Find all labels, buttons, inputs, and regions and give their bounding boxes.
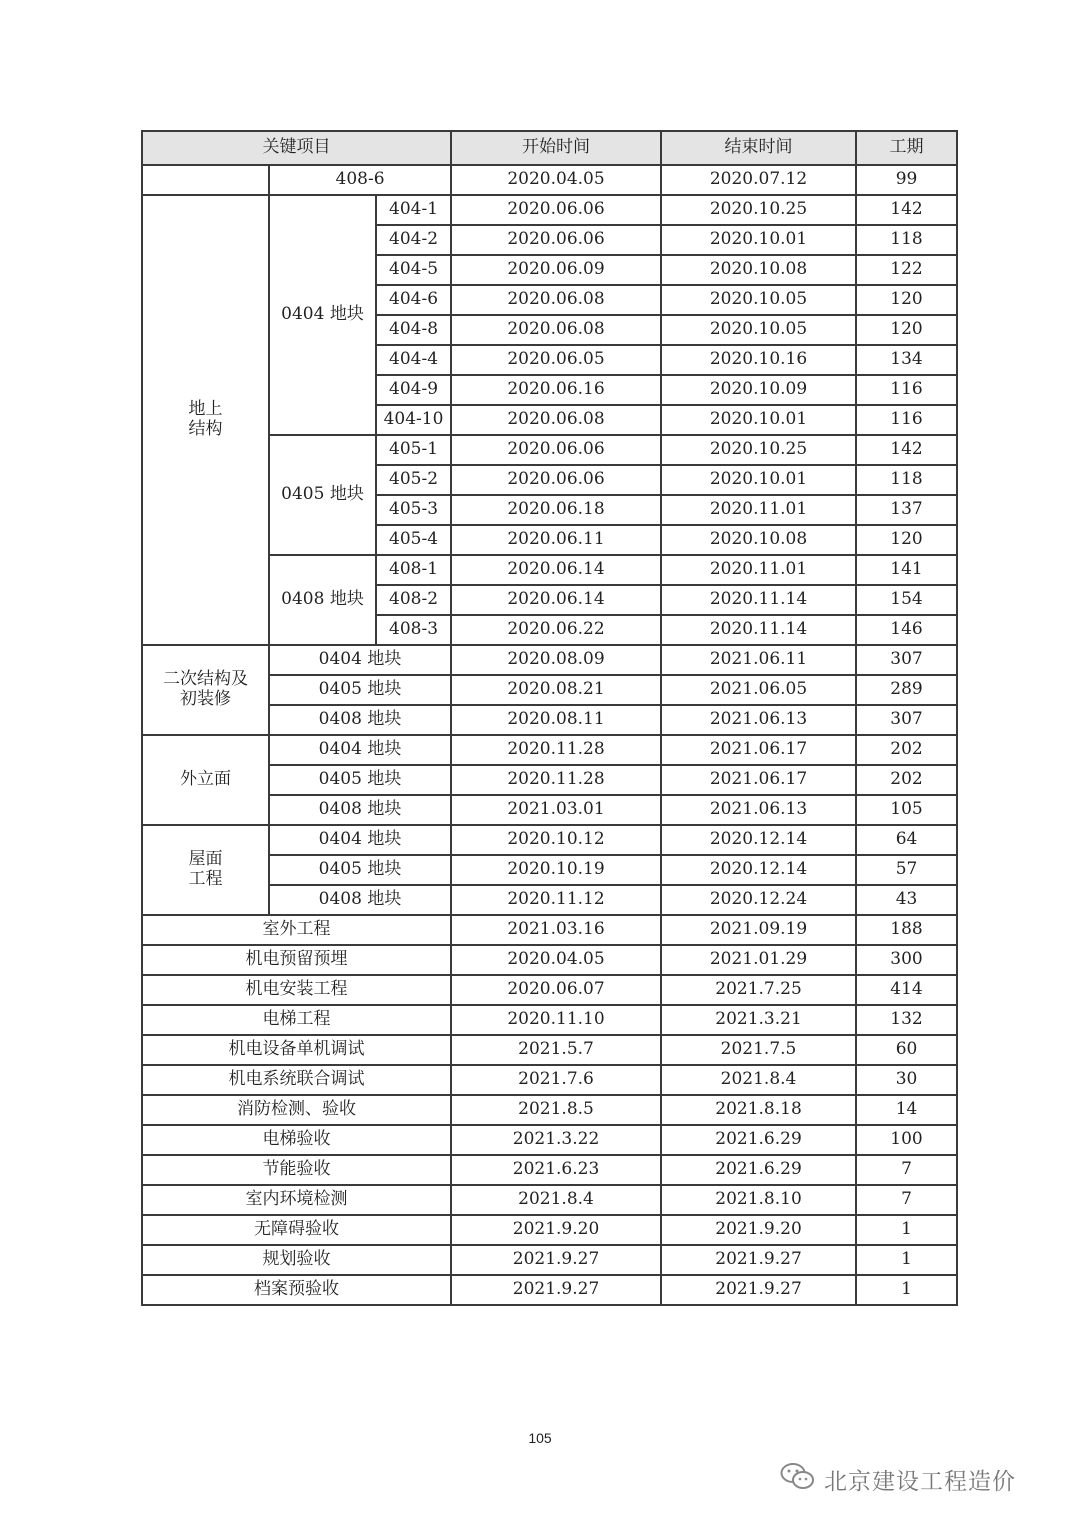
table-cell: 7 (856, 1185, 957, 1215)
table-cell: 2020.12.14 (661, 855, 856, 885)
table-cell: 7 (856, 1155, 957, 1185)
table-cell: 404-9 (376, 375, 451, 405)
table-cell: 2020.10.12 (451, 825, 661, 855)
table-cell: 2021.06.13 (661, 705, 856, 735)
table-row (142, 195, 957, 225)
header-end-date: 结束时间 (661, 131, 856, 165)
table-cell: 122 (856, 255, 957, 285)
table-row (142, 1005, 957, 1035)
table-cell: 机电系统联合调试 (142, 1065, 451, 1095)
header-start-date: 开始时间 (451, 131, 661, 165)
table-cell: 2020.06.06 (451, 195, 661, 225)
table-cell: 机电预留预埋 (142, 945, 451, 975)
table-cell: 2020.07.12 (661, 165, 856, 195)
table-cell: 2021.6.29 (661, 1155, 856, 1185)
table-cell: 2020.06.11 (451, 525, 661, 555)
table-cell: 307 (856, 645, 957, 675)
schedule-table (141, 130, 958, 1306)
table-cell: 机电安装工程 (142, 975, 451, 1005)
table-cell: 105 (856, 795, 957, 825)
table-cell: 120 (856, 525, 957, 555)
table-row (142, 825, 957, 855)
table-cell: 电梯工程 (142, 1005, 451, 1035)
table-cell: 100 (856, 1125, 957, 1155)
table-cell: 120 (856, 315, 957, 345)
table-cell: 141 (856, 555, 957, 585)
table-cell: 404-5 (376, 255, 451, 285)
table-cell (142, 165, 269, 195)
table-cell: 414 (856, 975, 957, 1005)
table-cell: 2021.3.22 (451, 1125, 661, 1155)
watermark (780, 1461, 1060, 1497)
table-row (142, 165, 957, 195)
table-cell: 202 (856, 735, 957, 765)
table-cell: 2021.9.27 (451, 1245, 661, 1275)
table-cell: 2020.11.01 (661, 495, 856, 525)
table-cell: 2021.06.17 (661, 765, 856, 795)
table-cell: 2020.06.16 (451, 375, 661, 405)
table-cell: 404-4 (376, 345, 451, 375)
table-cell: 2020.06.14 (451, 585, 661, 615)
table-row (142, 1095, 957, 1125)
table-row (142, 735, 957, 765)
table-row (142, 1035, 957, 1065)
table-row (142, 1155, 957, 1185)
table-cell: 2020.11.12 (451, 885, 661, 915)
table-cell: 2021.03.16 (451, 915, 661, 945)
group-cell: 0408 地块 (269, 555, 376, 645)
table-cell: 2021.8.10 (661, 1185, 856, 1215)
table-row (142, 1065, 957, 1095)
table-cell: 404-10 (376, 405, 451, 435)
table-cell: 2020.06.05 (451, 345, 661, 375)
table-cell: 电梯验收 (142, 1125, 451, 1155)
table-cell: 2020.10.05 (661, 315, 856, 345)
table-cell: 1 (856, 1215, 957, 1245)
table-cell: 档案预验收 (142, 1275, 451, 1305)
table-cell: 404-1 (376, 195, 451, 225)
table-cell: 14 (856, 1095, 957, 1125)
table-header-row (142, 131, 957, 165)
table-cell: 室内环境检测 (142, 1185, 451, 1215)
table-cell: 405-2 (376, 465, 451, 495)
table-cell: 2021.6.23 (451, 1155, 661, 1185)
table-cell: 202 (856, 765, 957, 795)
table-cell: 2020.06.06 (451, 225, 661, 255)
table-cell: 2020.10.01 (661, 405, 856, 435)
table-cell: 2020.06.08 (451, 405, 661, 435)
table-cell: 2020.12.14 (661, 825, 856, 855)
table-cell: 404-8 (376, 315, 451, 345)
table-row (142, 1185, 957, 1215)
table-cell: 节能验收 (142, 1155, 451, 1185)
header-key-item: 关键项目 (142, 131, 451, 165)
table-cell: 0405 地块 (269, 765, 451, 795)
table-cell: 2020.04.05 (451, 945, 661, 975)
table-cell: 2020.10.25 (661, 435, 856, 465)
category-cell: 外立面 (142, 735, 269, 825)
table-row (142, 975, 957, 1005)
table-cell: 2020.08.21 (451, 675, 661, 705)
table-cell: 408-1 (376, 555, 451, 585)
table-cell: 2020.11.10 (451, 1005, 661, 1035)
table-cell: 2020.06.06 (451, 465, 661, 495)
table-cell: 2020.10.05 (661, 285, 856, 315)
table-cell: 2021.7.5 (661, 1035, 856, 1065)
table-cell: 2020.11.14 (661, 615, 856, 645)
table-cell: 142 (856, 435, 957, 465)
wechat-icon (780, 1462, 816, 1496)
table-cell: 408-6 (269, 165, 451, 195)
table-cell: 2020.06.06 (451, 435, 661, 465)
table-cell: 404-2 (376, 225, 451, 255)
table-row (142, 915, 957, 945)
table-cell: 2021.8.4 (661, 1065, 856, 1095)
table-cell: 116 (856, 405, 957, 435)
table-cell: 188 (856, 915, 957, 945)
table-cell: 2020.10.19 (451, 855, 661, 885)
table-cell: 2021.09.19 (661, 915, 856, 945)
table-cell: 2021.7.6 (451, 1065, 661, 1095)
table-cell: 2020.06.14 (451, 555, 661, 585)
table-cell: 2020.06.08 (451, 315, 661, 345)
table-cell: 289 (856, 675, 957, 705)
watermark-text: 北京建设工程造价 (824, 1468, 1016, 1495)
table-cell: 2020.10.09 (661, 375, 856, 405)
table-cell: 0408 地块 (269, 885, 451, 915)
table-row (142, 645, 957, 675)
table-row (142, 1215, 957, 1245)
table-cell: 2020.11.28 (451, 765, 661, 795)
table-cell: 2021.9.20 (451, 1215, 661, 1245)
table-cell: 机电设备单机调试 (142, 1035, 451, 1065)
table-cell: 0405 地块 (269, 855, 451, 885)
table-cell: 408-2 (376, 585, 451, 615)
table-cell: 0404 地块 (269, 825, 451, 855)
table-cell: 99 (856, 165, 957, 195)
table-cell: 2020.10.08 (661, 255, 856, 285)
table-cell: 2020.11.28 (451, 735, 661, 765)
table-cell: 2020.06.08 (451, 285, 661, 315)
table-cell: 2021.8.4 (451, 1185, 661, 1215)
table-cell: 2020.12.24 (661, 885, 856, 915)
table-cell: 2020.11.01 (661, 555, 856, 585)
table-cell: 0408 地块 (269, 795, 451, 825)
table-cell: 1 (856, 1275, 957, 1305)
table-cell: 无障碍验收 (142, 1215, 451, 1245)
table-cell: 120 (856, 285, 957, 315)
group-cell: 0405 地块 (269, 435, 376, 555)
group-cell: 0404 地块 (269, 195, 376, 435)
category-cell: 二次结构及 初装修 (142, 645, 269, 735)
table-cell: 2021.9.27 (661, 1275, 856, 1305)
table-cell: 405-1 (376, 435, 451, 465)
table-cell: 0404 地块 (269, 735, 451, 765)
table-cell: 43 (856, 885, 957, 915)
table-row (142, 945, 957, 975)
table-cell: 2021.06.17 (661, 735, 856, 765)
table-cell: 60 (856, 1035, 957, 1065)
category-cell: 屋面 工程 (142, 825, 269, 915)
table-cell: 0408 地块 (269, 705, 451, 735)
table-cell: 2021.7.25 (661, 975, 856, 1005)
table-cell: 规划验收 (142, 1245, 451, 1275)
table-cell: 2020.10.01 (661, 465, 856, 495)
table-cell: 2020.08.09 (451, 645, 661, 675)
table-cell: 137 (856, 495, 957, 525)
table-cell: 2020.06.22 (451, 615, 661, 645)
table-cell: 室外工程 (142, 915, 451, 945)
table-cell: 146 (856, 615, 957, 645)
table-cell: 2020.08.11 (451, 705, 661, 735)
table-cell: 2021.06.05 (661, 675, 856, 705)
table-cell: 2021.3.21 (661, 1005, 856, 1035)
table-cell: 30 (856, 1065, 957, 1095)
table-cell: 142 (856, 195, 957, 225)
table-cell: 118 (856, 465, 957, 495)
table-cell: 2020.06.18 (451, 495, 661, 525)
table-cell: 132 (856, 1005, 957, 1035)
table-cell: 1 (856, 1245, 957, 1275)
table-cell: 2021.01.29 (661, 945, 856, 975)
table-cell: 2021.06.13 (661, 795, 856, 825)
table-cell: 2020.10.08 (661, 525, 856, 555)
table-cell: 300 (856, 945, 957, 975)
table-cell: 2021.9.20 (661, 1215, 856, 1245)
table-cell: 404-6 (376, 285, 451, 315)
table-cell: 0404 地块 (269, 645, 451, 675)
table-cell: 2020.06.09 (451, 255, 661, 285)
table-cell: 0405 地块 (269, 675, 451, 705)
table-cell: 116 (856, 375, 957, 405)
table-cell: 57 (856, 855, 957, 885)
table-cell: 2021.9.27 (661, 1245, 856, 1275)
table-cell: 405-4 (376, 525, 451, 555)
table-row (142, 1245, 957, 1275)
table-cell: 134 (856, 345, 957, 375)
table-cell: 2021.03.01 (451, 795, 661, 825)
table-cell: 2021.8.18 (661, 1095, 856, 1125)
table-cell: 2020.10.16 (661, 345, 856, 375)
table-cell: 2020.11.14 (661, 585, 856, 615)
table-cell: 2020.10.01 (661, 225, 856, 255)
table-cell: 2021.9.27 (451, 1275, 661, 1305)
table-cell: 405-3 (376, 495, 451, 525)
table-row (142, 1125, 957, 1155)
table-cell: 64 (856, 825, 957, 855)
header-duration: 工期 (856, 131, 957, 165)
table-cell: 2021.06.11 (661, 645, 856, 675)
table-cell: 2020.10.25 (661, 195, 856, 225)
table-cell: 118 (856, 225, 957, 255)
table-cell: 2021.5.7 (451, 1035, 661, 1065)
page-number: 105 (528, 1430, 552, 1446)
table-row (142, 1275, 957, 1305)
table-cell: 2021.6.29 (661, 1125, 856, 1155)
table-cell: 消防检测、验收 (142, 1095, 451, 1125)
table-cell: 2021.8.5 (451, 1095, 661, 1125)
table-cell: 154 (856, 585, 957, 615)
table-cell: 307 (856, 705, 957, 735)
category-cell: 地上 结构 (142, 195, 269, 645)
table-cell: 2020.06.07 (451, 975, 661, 1005)
table-cell: 408-3 (376, 615, 451, 645)
table-cell: 2020.04.05 (451, 165, 661, 195)
